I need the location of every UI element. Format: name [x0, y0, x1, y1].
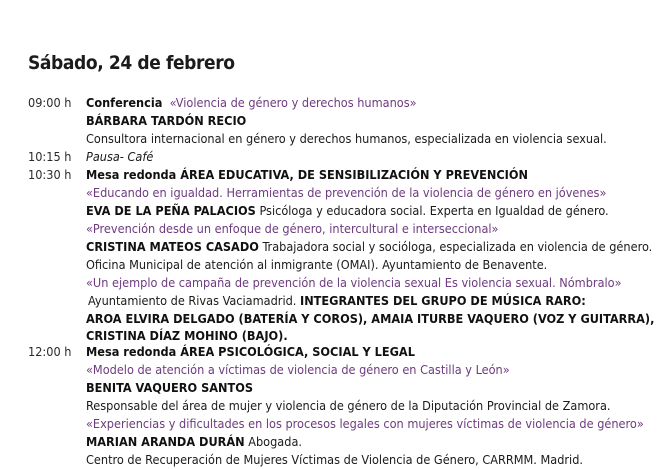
schedule-row: [0, 379, 670, 397]
session-title: «Un ejemplo de campaña de prevención de la violencia sexual Es violencia sexual. Nómbralo»: [86, 275, 622, 290]
schedule-row: [0, 184, 670, 202]
schedule-text: [86, 310, 654, 328]
bold-text: CRISTINA MATEOS CASADO: [86, 239, 259, 254]
session-title: «Experiencias y dificultades en los procesos legales con mujeres víctimas de violencia de género»: [86, 416, 644, 431]
schedule-row: [0, 220, 670, 238]
schedule-text: [86, 130, 607, 148]
page-title: Sábado, 24 de febrero: [28, 52, 235, 74]
schedule-row: [0, 112, 670, 130]
schedule-text: [86, 148, 153, 166]
schedule-time: 12:00 h: [28, 344, 72, 359]
schedule-text: [86, 112, 246, 130]
schedule-row: [0, 130, 670, 148]
session-title: «Educando en igualdad. Herramientas de prevención de la violencia de género en jóvenes»: [86, 185, 607, 200]
bold-text: Mesa redonda ÁREA PSICOLÓGICA, SOCIAL Y LEGAL: [86, 344, 415, 359]
schedule-time: 09:00 h: [28, 95, 72, 110]
italic-note: Pausa- Café: [86, 149, 154, 164]
schedule-time: 10:30 h: [28, 167, 72, 182]
session-title: «Modelo de atención a víctimas de violencia de género en Castilla y León»: [86, 362, 510, 377]
schedule-row: [0, 451, 670, 469]
bold-text: EVA DE LA PEÑA PALACIOS: [86, 203, 256, 218]
schedule-text: [86, 343, 415, 361]
schedule-text: [86, 238, 652, 256]
session-title: «Violencia de género y derechos humanos»: [162, 95, 417, 110]
schedule-text: [86, 361, 510, 379]
body-text: Consultora internacional en género y derechos humanos, especializada en violencia sexual.: [86, 131, 607, 146]
bold-text: INTEGRANTES DEL GRUPO DE MÚSICA RARO:: [299, 293, 586, 308]
bold-text: Mesa redonda ÁREA EDUCATIVA, DE SENSIBILIZACIÓN Y PREVENCIÓN: [86, 167, 528, 182]
schedule-text: [86, 433, 302, 451]
schedule-text: [86, 415, 644, 433]
body-text: Responsable del área de mujer y violencia de género de la Diputación Provincial de Zamora.: [86, 398, 611, 413]
schedule-row: [0, 328, 670, 343]
bold-text: AROA ELVIRA DELGADO (BATERÍA Y COROS), AMAIA ITURBE VAQUERO (VOZ Y GUITARRA),: [86, 311, 655, 326]
schedule-time: 10:15 h: [28, 149, 72, 164]
body-text: Psicóloga y educadora social. Experta en Igualdad de género.: [255, 203, 609, 218]
schedule-text: [88, 292, 586, 310]
schedule-text: [86, 379, 253, 397]
schedule-text: [86, 202, 609, 220]
schedule-text: [86, 328, 288, 343]
body-text: Abogada.: [244, 434, 302, 449]
schedule-text: [86, 184, 606, 202]
body-text: Trabajadora social y socióloga, especializada en violencia de género.: [258, 239, 653, 254]
schedule-row: [0, 274, 670, 292]
program-schedule: [0, 94, 670, 469]
schedule-row: [0, 397, 670, 415]
body-text: Ayuntamiento de Rivas Vaciamadrid.: [88, 293, 300, 308]
schedule-row: [0, 94, 670, 112]
schedule-row: [0, 343, 670, 361]
schedule-row: [0, 361, 670, 379]
bold-text: MARIAN ARANDA DURÁN: [86, 434, 245, 449]
schedule-row: [0, 238, 670, 256]
bold-text: CRISTINA DÍAZ MOHINO (BAJO).: [86, 328, 288, 343]
schedule-text: [86, 166, 528, 184]
body-text: Centro de Recuperación de Mujeres Víctimas de Violencia de Género, CARRMM. Madrid.: [86, 452, 583, 467]
schedule-text: [86, 256, 547, 274]
schedule-row: [0, 310, 670, 328]
body-text: Oficina Municipal de atención al inmigrante (OMAI). Ayuntamiento de Benavente.: [86, 257, 548, 272]
schedule-row: [0, 202, 670, 220]
schedule-text: [86, 451, 583, 469]
schedule-row: [0, 415, 670, 433]
schedule-row: [0, 256, 670, 274]
schedule-row: [0, 166, 670, 184]
schedule-text: [86, 220, 498, 238]
schedule-text: [86, 94, 417, 112]
bold-text: BENITA VAQUERO SANTOS: [86, 380, 254, 395]
schedule-row: [0, 433, 670, 451]
schedule-text: [86, 274, 622, 292]
schedule-row: [0, 148, 670, 166]
schedule-row: [0, 292, 670, 310]
schedule-text: [86, 397, 610, 415]
session-title: «Prevención desde un enfoque de género, intercultural e interseccional»: [86, 221, 499, 236]
bold-text: Conferencia: [86, 95, 163, 110]
bold-text: BÁRBARA TARDÓN RECIO: [86, 113, 247, 128]
